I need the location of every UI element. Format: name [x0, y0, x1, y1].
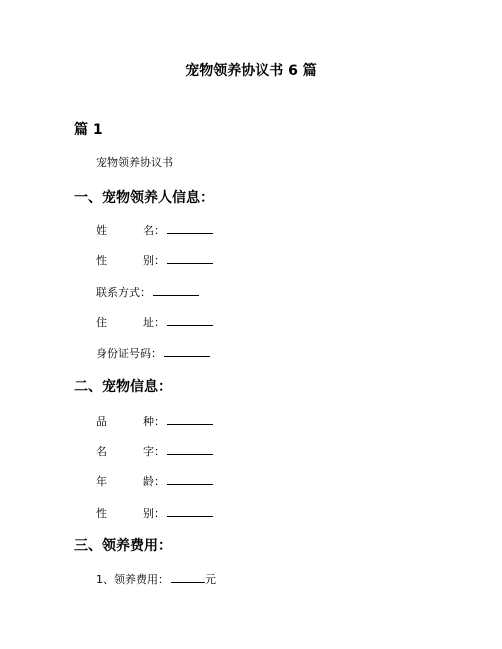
field-label-part: 年	[96, 475, 107, 488]
blank-line[interactable]	[167, 505, 213, 517]
blank-line[interactable]	[167, 252, 213, 264]
section-heading-adopter-info: 一、宠物领养人信息：	[74, 190, 214, 206]
blank-line[interactable]	[171, 571, 205, 583]
field-label-part: 名：	[143, 224, 165, 237]
section-heading-pet-info: 二、宠物信息：	[74, 379, 172, 395]
field-pet-breed	[96, 413, 213, 430]
field-label: 1、领养费用：	[96, 573, 169, 586]
field-pet-name	[96, 443, 213, 460]
field-label-part: 址：	[143, 316, 165, 329]
field-label: 身份证号码：	[96, 347, 162, 360]
field-label-part: 别：	[143, 507, 165, 520]
field-label-part: 性	[96, 507, 107, 520]
field-adopter-address	[96, 314, 213, 331]
field-label-part: 别：	[143, 254, 165, 267]
section-heading-adoption-fee: 三、领养费用：	[74, 538, 172, 554]
document-title: 宠物领养协议书 6 篇	[185, 63, 317, 79]
field-label-part: 字：	[143, 445, 165, 458]
blank-line[interactable]	[153, 284, 199, 296]
field-adoption-fee	[96, 571, 216, 588]
field-label-part: 龄：	[143, 475, 165, 488]
field-adopter-gender	[96, 252, 213, 269]
blank-line[interactable]	[167, 222, 213, 234]
field-adopter-name	[96, 222, 213, 239]
field-pet-gender	[96, 505, 213, 522]
field-label-part: 性	[96, 254, 107, 267]
field-label: 联系方式：	[96, 286, 151, 299]
blank-line[interactable]	[167, 443, 213, 455]
part-heading: 篇 1	[74, 122, 103, 138]
blank-line[interactable]	[167, 314, 213, 326]
agreement-subtitle: 宠物领养协议书	[96, 156, 173, 169]
field-adopter-contact	[96, 284, 199, 301]
blank-line[interactable]	[167, 413, 213, 425]
field-label-part: 名	[96, 445, 107, 458]
blank-line[interactable]	[164, 345, 210, 357]
field-adopter-id-number	[96, 345, 210, 362]
field-label-part: 姓	[96, 224, 107, 237]
field-label-part: 种：	[143, 415, 165, 428]
field-label-part: 住	[96, 316, 107, 329]
blank-line[interactable]	[167, 473, 213, 485]
field-label-part: 品	[96, 415, 107, 428]
field-pet-age	[96, 473, 213, 490]
currency-unit: 元	[205, 573, 216, 586]
